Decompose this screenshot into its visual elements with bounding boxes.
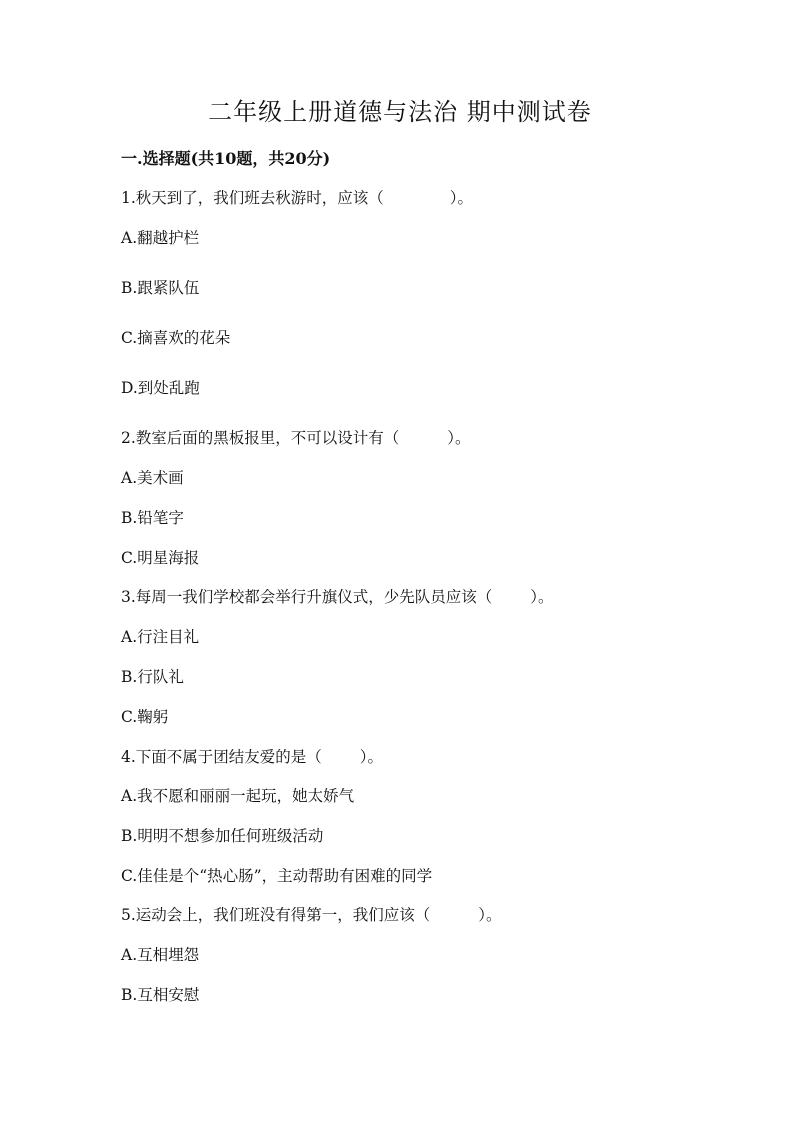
question-1-option-c: C.摘喜欢的花朵 bbox=[121, 329, 231, 347]
question-4-option-c: C.佳佳是个“热心肠”，主动帮助有困难的同学 bbox=[121, 867, 433, 885]
question-5-option-b: B.互相安慰 bbox=[121, 986, 200, 1004]
question-3-close: ）。 bbox=[530, 588, 554, 606]
question-4-stem bbox=[121, 745, 383, 769]
question-1-stem bbox=[121, 186, 473, 210]
question-1-option-b: B.跟紧队伍 bbox=[121, 279, 200, 297]
question-1-text: 1.秋天到了，我们班去秋游时，应该（ bbox=[121, 189, 384, 207]
question-3-option-c: C.鞠躬 bbox=[121, 708, 169, 726]
question-2-option-b: B.铅笔字 bbox=[121, 509, 184, 527]
question-4-text: 4.下面不属于团结友爱的是（ bbox=[121, 748, 322, 766]
question-3-option-b: B.行队礼 bbox=[121, 668, 184, 686]
question-2-option-c: C.明星海报 bbox=[121, 549, 200, 567]
question-3-text: 3.每周一我们学校都会举行升旗仪式，少先队员应该（ bbox=[121, 588, 493, 606]
section-heading: 一.选择题(共10题，共20分) bbox=[121, 149, 331, 168]
question-2-text: 2.教室后面的黑板报里，不可以设计有（ bbox=[121, 429, 400, 447]
question-4-option-b: B.明明不想参加任何班级活动 bbox=[121, 827, 324, 845]
page-title: 二年级上册道德与法治 期中测试卷 bbox=[208, 98, 592, 126]
question-4-option-a: A.我不愿和丽丽一起玩，她太娇气 bbox=[121, 787, 355, 805]
question-5-option-a: A.互相埋怨 bbox=[121, 946, 200, 964]
question-1-option-a: A.翻越护栏 bbox=[121, 229, 200, 247]
question-3-option-a: A.行注目礼 bbox=[121, 628, 200, 646]
question-5-text: 5.运动会上，我们班没有得第一，我们应该（ bbox=[121, 906, 431, 924]
question-5-stem bbox=[121, 903, 502, 927]
question-1-close: ）。 bbox=[449, 189, 474, 207]
question-5-close: ）。 bbox=[478, 906, 502, 924]
question-1-option-d: D.到处乱跑 bbox=[121, 379, 200, 397]
question-2-stem bbox=[121, 426, 471, 450]
question-2-close: ）。 bbox=[447, 429, 471, 447]
question-4-close: ）。 bbox=[359, 748, 384, 766]
question-3-stem bbox=[121, 585, 554, 609]
question-2-option-a: A.美术画 bbox=[121, 469, 184, 487]
